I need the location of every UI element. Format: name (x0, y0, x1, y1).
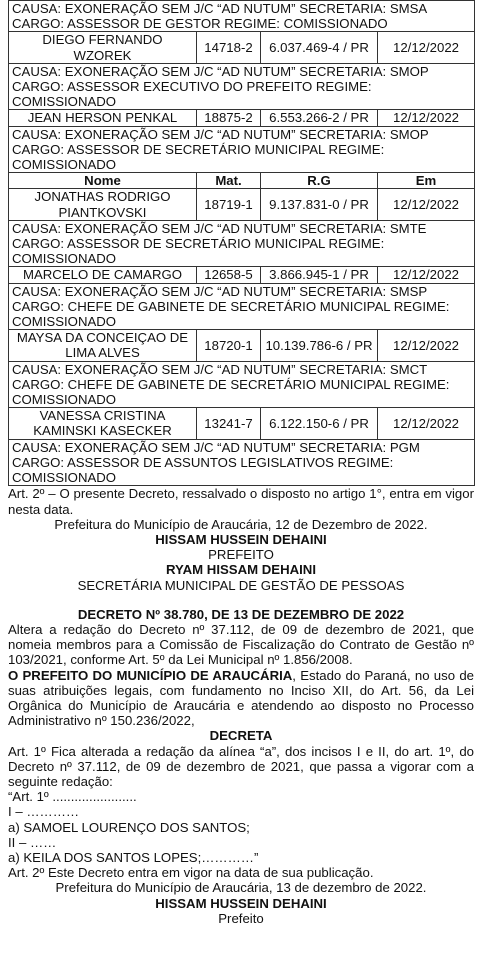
name-cell: VANESSA CRISTINA KAMINSKI KASECKER (9, 408, 197, 439)
quote-line: II – …… (8, 834, 57, 850)
rg-cell: 9.137.831-0 / PR (261, 189, 378, 220)
table-row (9, 361, 475, 408)
cause-cell: CAUSA: EXONERAÇÃO SEM J/C “AD NUTUM” SECRETARIA: SMSA CARGO: ASSESSOR DE GESTOR REGIME: COMISSIONADO (9, 1, 475, 32)
mayor-name: HISSAM HUSSEIN DEHAINI (155, 531, 327, 547)
quote-line: a) KEILA DOS SANTOS LOPES;…………” (8, 849, 259, 865)
rg-cell: 3.866.945-1 / PR (261, 267, 378, 283)
preamble-lead: O PREFEITO DO MUNICÍPIO DE ARAUCÁRIA (8, 667, 293, 683)
table-row (9, 126, 475, 173)
decree-2 (8, 607, 474, 926)
mat-cell: 18875-2 (197, 110, 261, 126)
name-cell: DIEGO FERNANDO WZOREK (9, 32, 197, 63)
secretary-title: SECRETÁRIA MUNICIPAL DE GESTÃO DE PESSOAS (77, 577, 405, 593)
rg-cell: 6.553.266-2 / PR (261, 110, 378, 126)
table-row (9, 283, 475, 330)
quote-line: a) SAMOEL LOURENÇO DOS SANTOS; (8, 819, 250, 835)
mat-cell: 12658-5 (197, 267, 261, 283)
table-row (9, 267, 475, 283)
mat-cell: 18720-1 (197, 330, 261, 361)
table-header-row (9, 173, 475, 189)
table-row (9, 189, 475, 220)
decree-summary: Altera a redação do Decreto nº 37.112, de 09 de dezembro de 2021, que nomeia membros para a Comissão de Fiscalização do Contrato de Gestão nº 103/2021, conforme Art. 5º da Lei Municipal nº 1.856/2008. (8, 621, 474, 668)
secretary-name: RYAM HISSAM DEHAINI (166, 562, 316, 578)
header-em: Em (378, 173, 475, 189)
date-cell: 12/12/2022 (378, 330, 475, 361)
table-row (9, 110, 475, 126)
art1-paragraph: Art. 1º Fica alterada a redação da alínea “a”, dos incisos I e II, do art. 1º, do Decreto nº 37.112, de 09 de dezembro de 2021, que passa a vigorar com a seguinte redação: (8, 743, 474, 789)
cause-cell: CAUSA: EXONERAÇÃO SEM J/C “AD NUTUM” SECRETARIA: SMCT CARGO: CHEFE DE GABINETE DE SECRETÁRIO MUNICIPAL REGIME: COMISSIONADO (9, 361, 475, 408)
rg-cell: 6.037.469-4 / PR (261, 32, 378, 63)
date-cell: 12/12/2022 (378, 189, 475, 220)
decree-title: DECRETO Nº 38.780, DE 13 DE DEZEMBRO DE 2022 (77, 606, 405, 622)
quote-line: “Art. 1º ....................... (8, 789, 137, 805)
cause-cell: CAUSA: EXONERAÇÃO SEM J/C “AD NUTUM” SECRETARIA: SMOP CARGO: ASSESSOR DE SECRETÁRIO MUNICIPAL REGIME: COMISSIONADO (9, 126, 475, 173)
mat-cell: 18719-1 (197, 189, 261, 220)
header-mat: Mat. (197, 173, 261, 189)
art2-paragraph: Art. 2º Este Decreto entra em vigor na data de sua publicação. (8, 865, 374, 881)
table-row (9, 32, 475, 63)
date-cell: 12/12/2022 (378, 408, 475, 439)
place-date: Prefeitura do Município de Araucária, 13 de dezembro de 2022. (55, 880, 427, 896)
date-cell: 12/12/2022 (378, 110, 475, 126)
table-row (9, 408, 475, 439)
date-cell: 12/12/2022 (378, 267, 475, 283)
rg-cell: 10.139.786-6 / PR (261, 330, 378, 361)
decreta-heading: DECRETA (209, 728, 273, 744)
name-cell: JONATHAS RODRIGO PIANTKOVSKI (9, 189, 197, 220)
mayor-title: PREFEITO (208, 547, 274, 563)
cause-cell: CAUSA: EXONERAÇÃO SEM J/C “AD NUTUM” SECRETARIA: SMSP CARGO: CHEFE DE GABINETE DE SECRETÁRIO MUNICIPAL REGIME: COMISSIONADO (9, 283, 475, 330)
mat-cell: 14718-2 (197, 32, 261, 63)
rg-cell: 6.122.150-6 / PR (261, 408, 378, 439)
decree-1-closing (8, 486, 474, 592)
table-row (9, 330, 475, 361)
table-row (9, 220, 475, 267)
document-page (8, 0, 485, 926)
name-cell: JEAN HERSON PENKAL (9, 110, 197, 126)
cause-cell: CAUSA: EXONERAÇÃO SEM J/C “AD NUTUM” SECRETARIA: PGM CARGO: ASSESSOR DE ASSUNTOS LEGISLATIVOS REGIME: COMISSIONADO (9, 439, 475, 486)
name-cell: MAYSA DA CONCEIÇAO DE LIMA ALVES (9, 330, 197, 361)
art2-paragraph: Art. 2º – O presente Decreto, ressalvado o disposto no artigo 1°, entra em vigor nesta data. (8, 486, 474, 517)
cause-cell: CAUSA: EXONERAÇÃO SEM J/C “AD NUTUM” SECRETARIA: SMOP CARGO: ASSESSOR EXECUTIVO DO PREFEITO REGIME: COMISSIONADO (9, 63, 475, 110)
quote-line: I – ………… (8, 804, 80, 820)
mat-cell: 13241-7 (197, 408, 261, 439)
place-date: Prefeitura do Município de Araucária, 12 de Dezembro de 2022. (54, 516, 428, 532)
exoneration-table (8, 0, 475, 486)
header-rg: R.G (261, 173, 378, 189)
table-row (9, 63, 475, 110)
header-name: Nome (9, 173, 197, 189)
preamble-rest: , Estado do Paraná, no uso de suas atribuições legais, com fundamento no Inciso XII, do Art. 56, da Lei Orgânica do Município de Araucária e atendendo ao disposto no Processo Administrativo nº 150.236/2022, (8, 667, 474, 729)
name-cell: MARCELO DE CAMARGO (9, 267, 197, 283)
date-cell: 12/12/2022 (378, 32, 475, 63)
table-row (9, 1, 475, 32)
mayor-title: Prefeito (218, 910, 264, 926)
preamble (8, 668, 474, 729)
cause-cell: CAUSA: EXONERAÇÃO SEM J/C “AD NUTUM” SECRETARIA: SMTE CARGO: ASSESSOR DE SECRETÁRIO MUNICIPAL REGIME: COMISSIONADO (9, 220, 475, 267)
mayor-name: HISSAM HUSSEIN DEHAINI (155, 895, 327, 911)
table-row (9, 439, 475, 486)
